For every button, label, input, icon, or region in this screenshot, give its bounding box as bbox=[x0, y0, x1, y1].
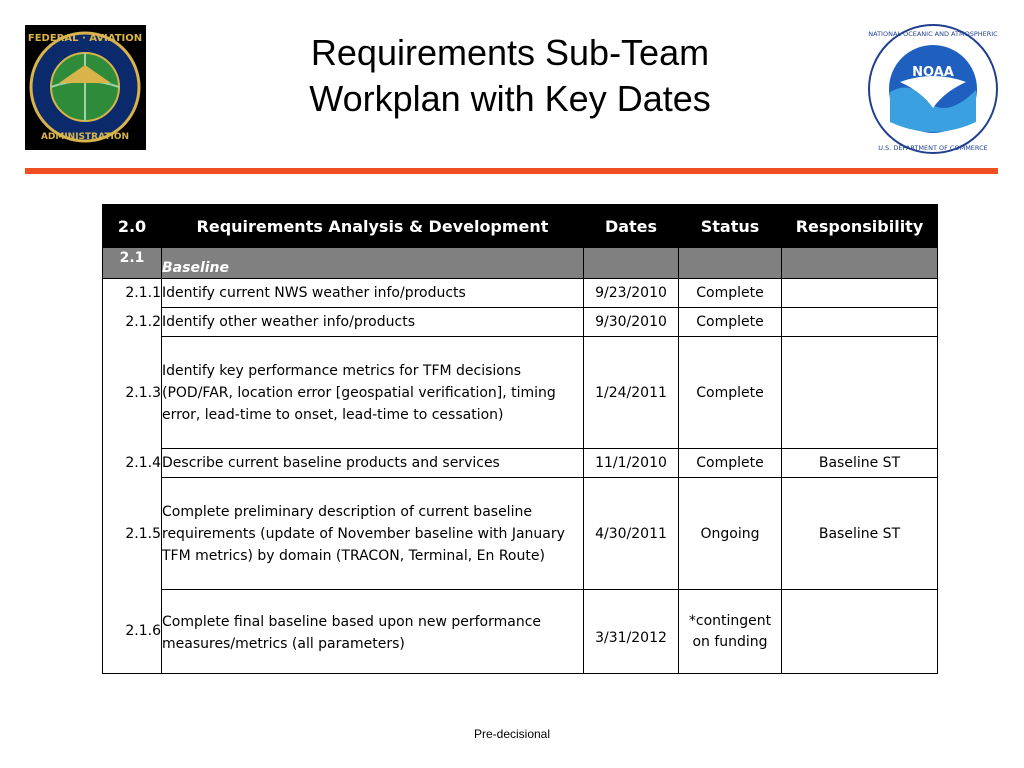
row-responsibility bbox=[782, 308, 938, 337]
row-description: Complete preliminary description of current baseline requirements (update of November baseline with January TFM metrics) by domain (TRACON, Terminal, En Route) bbox=[162, 478, 584, 590]
table-header-row bbox=[103, 205, 938, 248]
row-number: 2.1.3 bbox=[103, 337, 162, 449]
row-description: Describe current baseline products and services bbox=[162, 449, 584, 478]
row-date: 4/30/2011 bbox=[584, 478, 679, 590]
row-number: 2.1.5 bbox=[103, 478, 162, 590]
svg-text:ADMINISTRATION: ADMINISTRATION bbox=[40, 132, 130, 142]
table-row bbox=[103, 449, 938, 478]
row-responsibility bbox=[782, 279, 938, 308]
svg-text:FEDERAL · AVIATION: FEDERAL · AVIATION bbox=[27, 33, 143, 44]
row-description: Identify key performance metrics for TFM decisions (POD/FAR, location error [geospatial verification], timing error, lead-time to onset, lead-time to cessation) bbox=[162, 337, 584, 449]
header-status: Status bbox=[679, 205, 782, 248]
faa-logo bbox=[25, 25, 146, 150]
svg-text:NATIONAL OCEANIC AND ATMOSPHER: NATIONAL OCEANIC AND ATMOSPHERIC bbox=[868, 30, 998, 38]
row-date: 9/23/2010 bbox=[584, 279, 679, 308]
row-number: 2.1.1 bbox=[103, 279, 162, 308]
row-number: 2.1.4 bbox=[103, 449, 162, 478]
table-row bbox=[103, 337, 938, 449]
table-row bbox=[103, 279, 938, 308]
row-responsibility bbox=[782, 337, 938, 449]
row-date: 9/30/2010 bbox=[584, 308, 679, 337]
row-status: Complete bbox=[679, 279, 782, 308]
svg-text:NOAA: NOAA bbox=[912, 65, 954, 80]
row-description: Complete final baseline based upon new performance measures/metrics (all parameters) bbox=[162, 590, 584, 674]
row-status: Complete bbox=[679, 337, 782, 449]
row-number: 2.1.6 bbox=[103, 590, 162, 674]
header-responsibility: Responsibility bbox=[782, 205, 938, 248]
section-number: 2.1 bbox=[103, 248, 162, 279]
title-divider bbox=[25, 168, 998, 174]
header-number: 2.0 bbox=[103, 205, 162, 248]
section-label: Baseline bbox=[162, 248, 584, 279]
svg-text:U.S. DEPARTMENT OF COMMERCE: U.S. DEPARTMENT OF COMMERCE bbox=[878, 144, 988, 152]
row-date: 11/1/2010 bbox=[584, 449, 679, 478]
footer-note: Pre-decisional bbox=[473, 727, 551, 741]
row-responsibility: Baseline ST bbox=[782, 478, 938, 590]
noaa-logo bbox=[866, 22, 1000, 156]
row-status: *contingent on funding bbox=[679, 590, 782, 674]
header-task: Requirements Analysis & Development bbox=[162, 205, 584, 248]
section-row bbox=[103, 248, 938, 279]
row-description: Identify current NWS weather info/products bbox=[162, 279, 584, 308]
row-description: Identify other weather info/products bbox=[162, 308, 584, 337]
workplan-table bbox=[102, 204, 938, 674]
table-row bbox=[103, 590, 938, 674]
header-dates: Dates bbox=[584, 205, 679, 248]
title-line-2: Workplan with Key Dates bbox=[309, 78, 711, 119]
row-responsibility bbox=[782, 590, 938, 674]
row-status: Ongoing bbox=[679, 478, 782, 590]
row-status: Complete bbox=[679, 449, 782, 478]
row-date: 1/24/2011 bbox=[584, 337, 679, 449]
table-row bbox=[103, 308, 938, 337]
title-line-1: Requirements Sub-Team bbox=[310, 32, 710, 73]
row-date: 3/31/2012 bbox=[584, 590, 679, 674]
row-responsibility: Baseline ST bbox=[782, 449, 938, 478]
row-status: Complete bbox=[679, 308, 782, 337]
row-number: 2.1.2 bbox=[103, 308, 162, 337]
slide-title bbox=[240, 30, 780, 122]
table-row bbox=[103, 478, 938, 590]
